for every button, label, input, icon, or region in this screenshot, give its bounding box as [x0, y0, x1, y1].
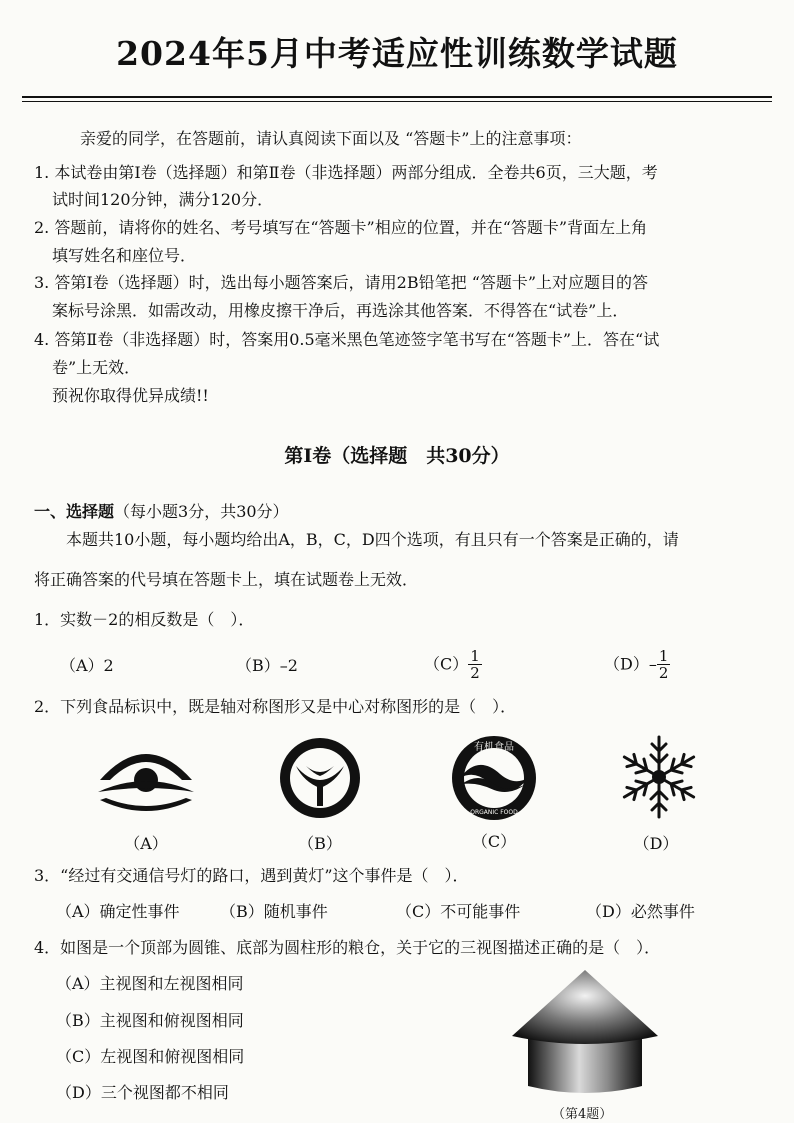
intro-item: 试时间120分钟，满分120分．	[52, 190, 274, 209]
q1-c-fraction	[468, 648, 482, 681]
q4-option-d: （D）三个视图都不相同	[56, 1083, 229, 1102]
logo-c-bottom-text: ORGANIC FOOD	[470, 809, 518, 816]
logo-c-top-text: 有机食品	[474, 742, 514, 753]
q1-option-c	[424, 648, 482, 681]
q1-option-d	[604, 648, 670, 681]
q4-figure-caption: （第4题）	[552, 1107, 613, 1122]
q1-d-fraction	[657, 648, 671, 681]
q2-label-b: （B）	[298, 834, 342, 853]
q1-d-prefix: （D）–	[604, 654, 657, 674]
logo-c-figure	[448, 732, 540, 824]
q4-stem: 4．如图是一个顶部为圆锥、底部为圆柱形的粮仓，关于它的三视图描述正确的是（ ）．	[34, 938, 661, 957]
title-rule-bottom	[22, 101, 772, 102]
q2-stem: 2．下列食品标识中，既是轴对称图形又是中心对称图形的是（ ）．	[34, 697, 517, 716]
q3-stem: 3．“经过有交通信号灯的路口，遇到黄灯”这个事件是（ ）．	[34, 866, 469, 885]
section1-desc: 本题共10小题，每小题均给出A，B，C，D四个选项，有且只有一个答案是正确的，请	[66, 530, 679, 549]
q1-c-num: 1	[470, 647, 480, 665]
intro-item: 填写姓名和座位号．	[52, 246, 197, 265]
intro-greeting: 亲爱的同学，在答题前，请认真阅读下面以及 “答题卡”上的注意事项：	[80, 129, 582, 148]
q3-option-b: （B）随机事件	[220, 902, 328, 921]
section1-desc: 将正确答案的代号填在答题卡上，填在试题卷上无效．	[34, 570, 419, 589]
page-title: 2024年5月中考适应性训练数学试题	[116, 34, 678, 73]
title-rule-top	[22, 96, 772, 98]
q2-label-c: （C）	[471, 832, 517, 851]
q1-d-den: 2	[658, 664, 669, 682]
q1-c-prefix: （C）	[424, 654, 469, 674]
q3-option-d: （D）必然事件	[586, 902, 695, 921]
section1-heading	[34, 502, 289, 522]
q1-c-den: 2	[470, 664, 480, 682]
intro-item: 案标号涂黑．如需改动，用橡皮擦干净后，再选涂其他答案．不得答在“试卷”上．	[52, 301, 629, 320]
q1-option-a: （A）2	[60, 656, 114, 675]
q1-stem: 1．实数－2的相反数是（ ）．	[34, 610, 255, 629]
q3-option-c: （C）不可能事件	[396, 902, 521, 921]
intro-item: 2. 答题前，请将你的姓名、考号填写在“答题卡”相应的位置，并在“答题卡”背面左上角	[34, 218, 648, 237]
section1-note: （每小题3分，共30分）	[114, 502, 289, 521]
intro-item: 3. 答第Ⅰ卷（选择题）时，选出每小题答案后，请用2B铅笔把 “答题卡”上对应题目的答	[34, 273, 649, 292]
q1-option-b: （B）–2	[236, 656, 298, 675]
part1-heading: 第Ⅰ卷（选择题 共30分）	[284, 445, 510, 467]
q3-option-a: （A）确定性事件	[56, 902, 180, 921]
q4-option-b: （B）主视图和俯视图相同	[56, 1011, 244, 1030]
q4-option-c: （C）左视图和俯视图相同	[56, 1047, 245, 1066]
intro-item: 卷”上无效．	[52, 358, 141, 377]
intro-wish: 预祝你取得优异成绩!!	[52, 386, 209, 405]
q1-d-num: 1	[658, 647, 669, 665]
q2-label-a: （A）	[124, 834, 168, 853]
logo-d-figure	[614, 732, 704, 822]
logo-b-figure	[276, 734, 364, 822]
granary-figure	[510, 968, 660, 1098]
q2-label-d: （D）	[633, 834, 679, 853]
intro-item: 4. 答第Ⅱ卷（非选择题）时，答案用0.5毫米黑色笔迹签字笔书写在“答题卡”上．答在“试	[34, 330, 660, 349]
intro-item: 1. 本试卷由第Ⅰ卷（选择题）和第Ⅱ卷（非选择题）两部分组成．全卷共6页，三大题，考	[34, 163, 658, 182]
q4-option-a: （A）主视图和左视图相同	[56, 974, 244, 993]
logo-a-figure	[96, 740, 196, 820]
section1-title: 一、选择题	[34, 502, 115, 521]
